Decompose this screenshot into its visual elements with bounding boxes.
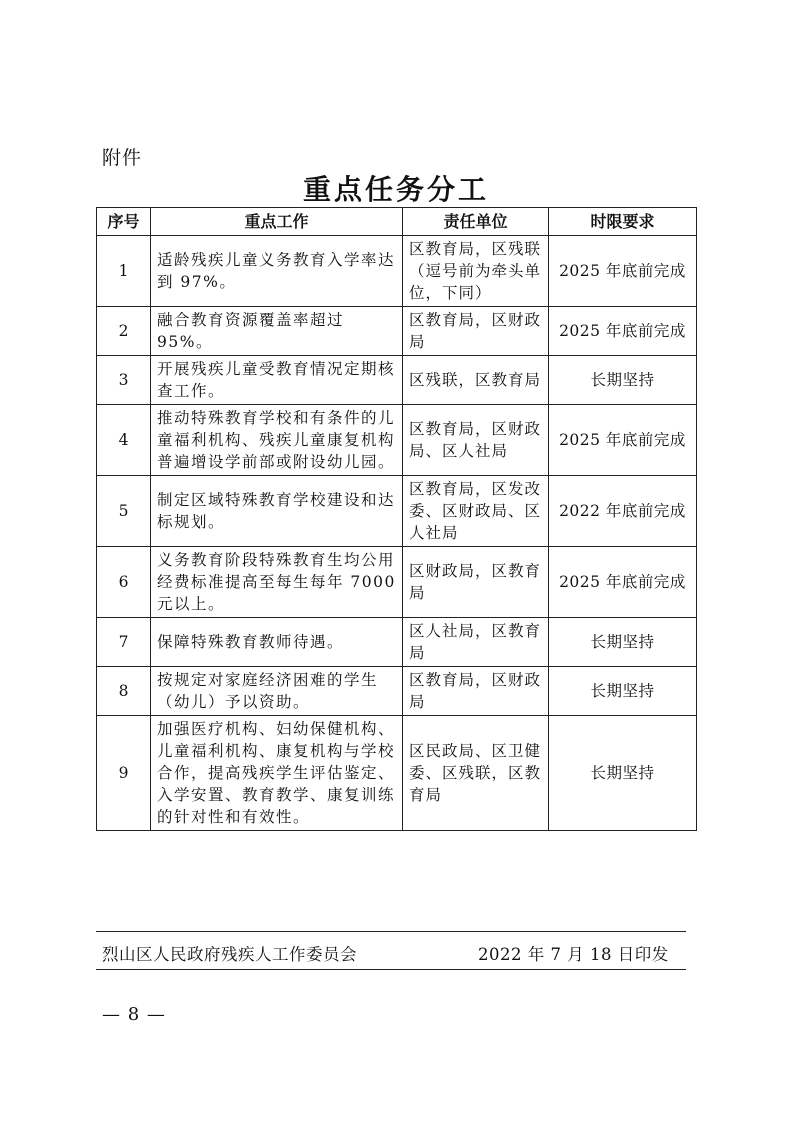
row-deadline: 2025 年底前完成 xyxy=(549,405,697,476)
row-unit: 区人社局，区教育局 xyxy=(403,618,549,667)
row-task: 加强医疗机构、妇幼保健机构、儿童福利机构、康复机构与学校合作，提高残疾学生评估鉴定、入学安置、教育教学、康复训练的针对性和有效性。 xyxy=(151,716,403,831)
row-deadline: 长期坚持 xyxy=(549,716,697,831)
task-table xyxy=(96,207,697,831)
row-task: 制定区域特殊教育学校建设和达标规划。 xyxy=(151,476,403,547)
row-seq: 3 xyxy=(97,356,151,405)
row-seq: 8 xyxy=(97,667,151,716)
row-deadline: 2025 年底前完成 xyxy=(549,307,697,356)
header-task: 重点工作 xyxy=(151,208,403,236)
table-row xyxy=(97,307,697,356)
row-task: 融合教育资源覆盖率超过 95%。 xyxy=(151,307,403,356)
row-seq: 5 xyxy=(97,476,151,547)
page-number: — 8 — xyxy=(102,1004,166,1025)
row-task: 义务教育阶段特殊教育生均公用经费标准提高至每生每年 7000 元以上。 xyxy=(151,547,403,618)
row-task: 推动特殊教育学校和有条件的儿童福利机构、残疾儿童康复机构普遍增设学前部或附设幼儿园。 xyxy=(151,405,403,476)
row-unit: 区教育局，区残联（逗号前为牵头单位，下同） xyxy=(403,236,549,307)
row-seq: 9 xyxy=(97,716,151,831)
row-unit: 区教育局，区财政局、区人社局 xyxy=(403,405,549,476)
row-unit: 区民政局、区卫健委、区残联，区教育局 xyxy=(403,716,549,831)
row-unit: 区教育局，区发改委、区财政局、区人社局 xyxy=(403,476,549,547)
footer-issue-date: 2022 年 7 月 18 日印发 xyxy=(478,945,669,964)
row-unit: 区教育局，区财政局 xyxy=(403,667,549,716)
row-seq: 7 xyxy=(97,618,151,667)
row-deadline: 长期坚持 xyxy=(549,356,697,405)
row-unit: 区财政局，区教育局 xyxy=(403,547,549,618)
row-deadline: 长期坚持 xyxy=(549,618,697,667)
table-row xyxy=(97,618,697,667)
row-task: 开展残疾儿童受教育情况定期核查工作。 xyxy=(151,356,403,405)
row-seq: 4 xyxy=(97,405,151,476)
table-row xyxy=(97,405,697,476)
row-task: 按规定对家庭经济困难的学生（幼儿）予以资助。 xyxy=(151,667,403,716)
table-row xyxy=(97,236,697,307)
footer-bottom-rule xyxy=(96,969,686,970)
table-row xyxy=(97,547,697,618)
row-seq: 6 xyxy=(97,547,151,618)
header-seq: 序号 xyxy=(97,208,151,236)
table-header-row xyxy=(97,208,697,236)
row-task: 保障特殊教育教师待遇。 xyxy=(151,618,403,667)
row-deadline: 2025 年底前完成 xyxy=(549,547,697,618)
row-deadline: 2022 年底前完成 xyxy=(549,476,697,547)
table-row xyxy=(97,476,697,547)
footer-organization: 烈山区人民政府残疾人工作委员会 xyxy=(102,945,357,964)
row-unit: 区残联，区教育局 xyxy=(403,356,549,405)
attachment-label: 附件 xyxy=(102,147,143,169)
row-seq: 1 xyxy=(97,236,151,307)
row-deadline: 2025 年底前完成 xyxy=(549,236,697,307)
table-row xyxy=(97,356,697,405)
table-row xyxy=(97,667,697,716)
header-deadline: 时限要求 xyxy=(549,208,697,236)
header-unit: 责任单位 xyxy=(403,208,549,236)
footer-top-rule xyxy=(96,931,686,932)
row-deadline: 长期坚持 xyxy=(549,667,697,716)
row-seq: 2 xyxy=(97,307,151,356)
row-task: 适龄残疾儿童义务教育入学率达到 97%。 xyxy=(151,236,403,307)
page-title: 重点任务分工 xyxy=(302,173,489,206)
row-unit: 区教育局，区财政局 xyxy=(403,307,549,356)
table-row xyxy=(97,716,697,831)
